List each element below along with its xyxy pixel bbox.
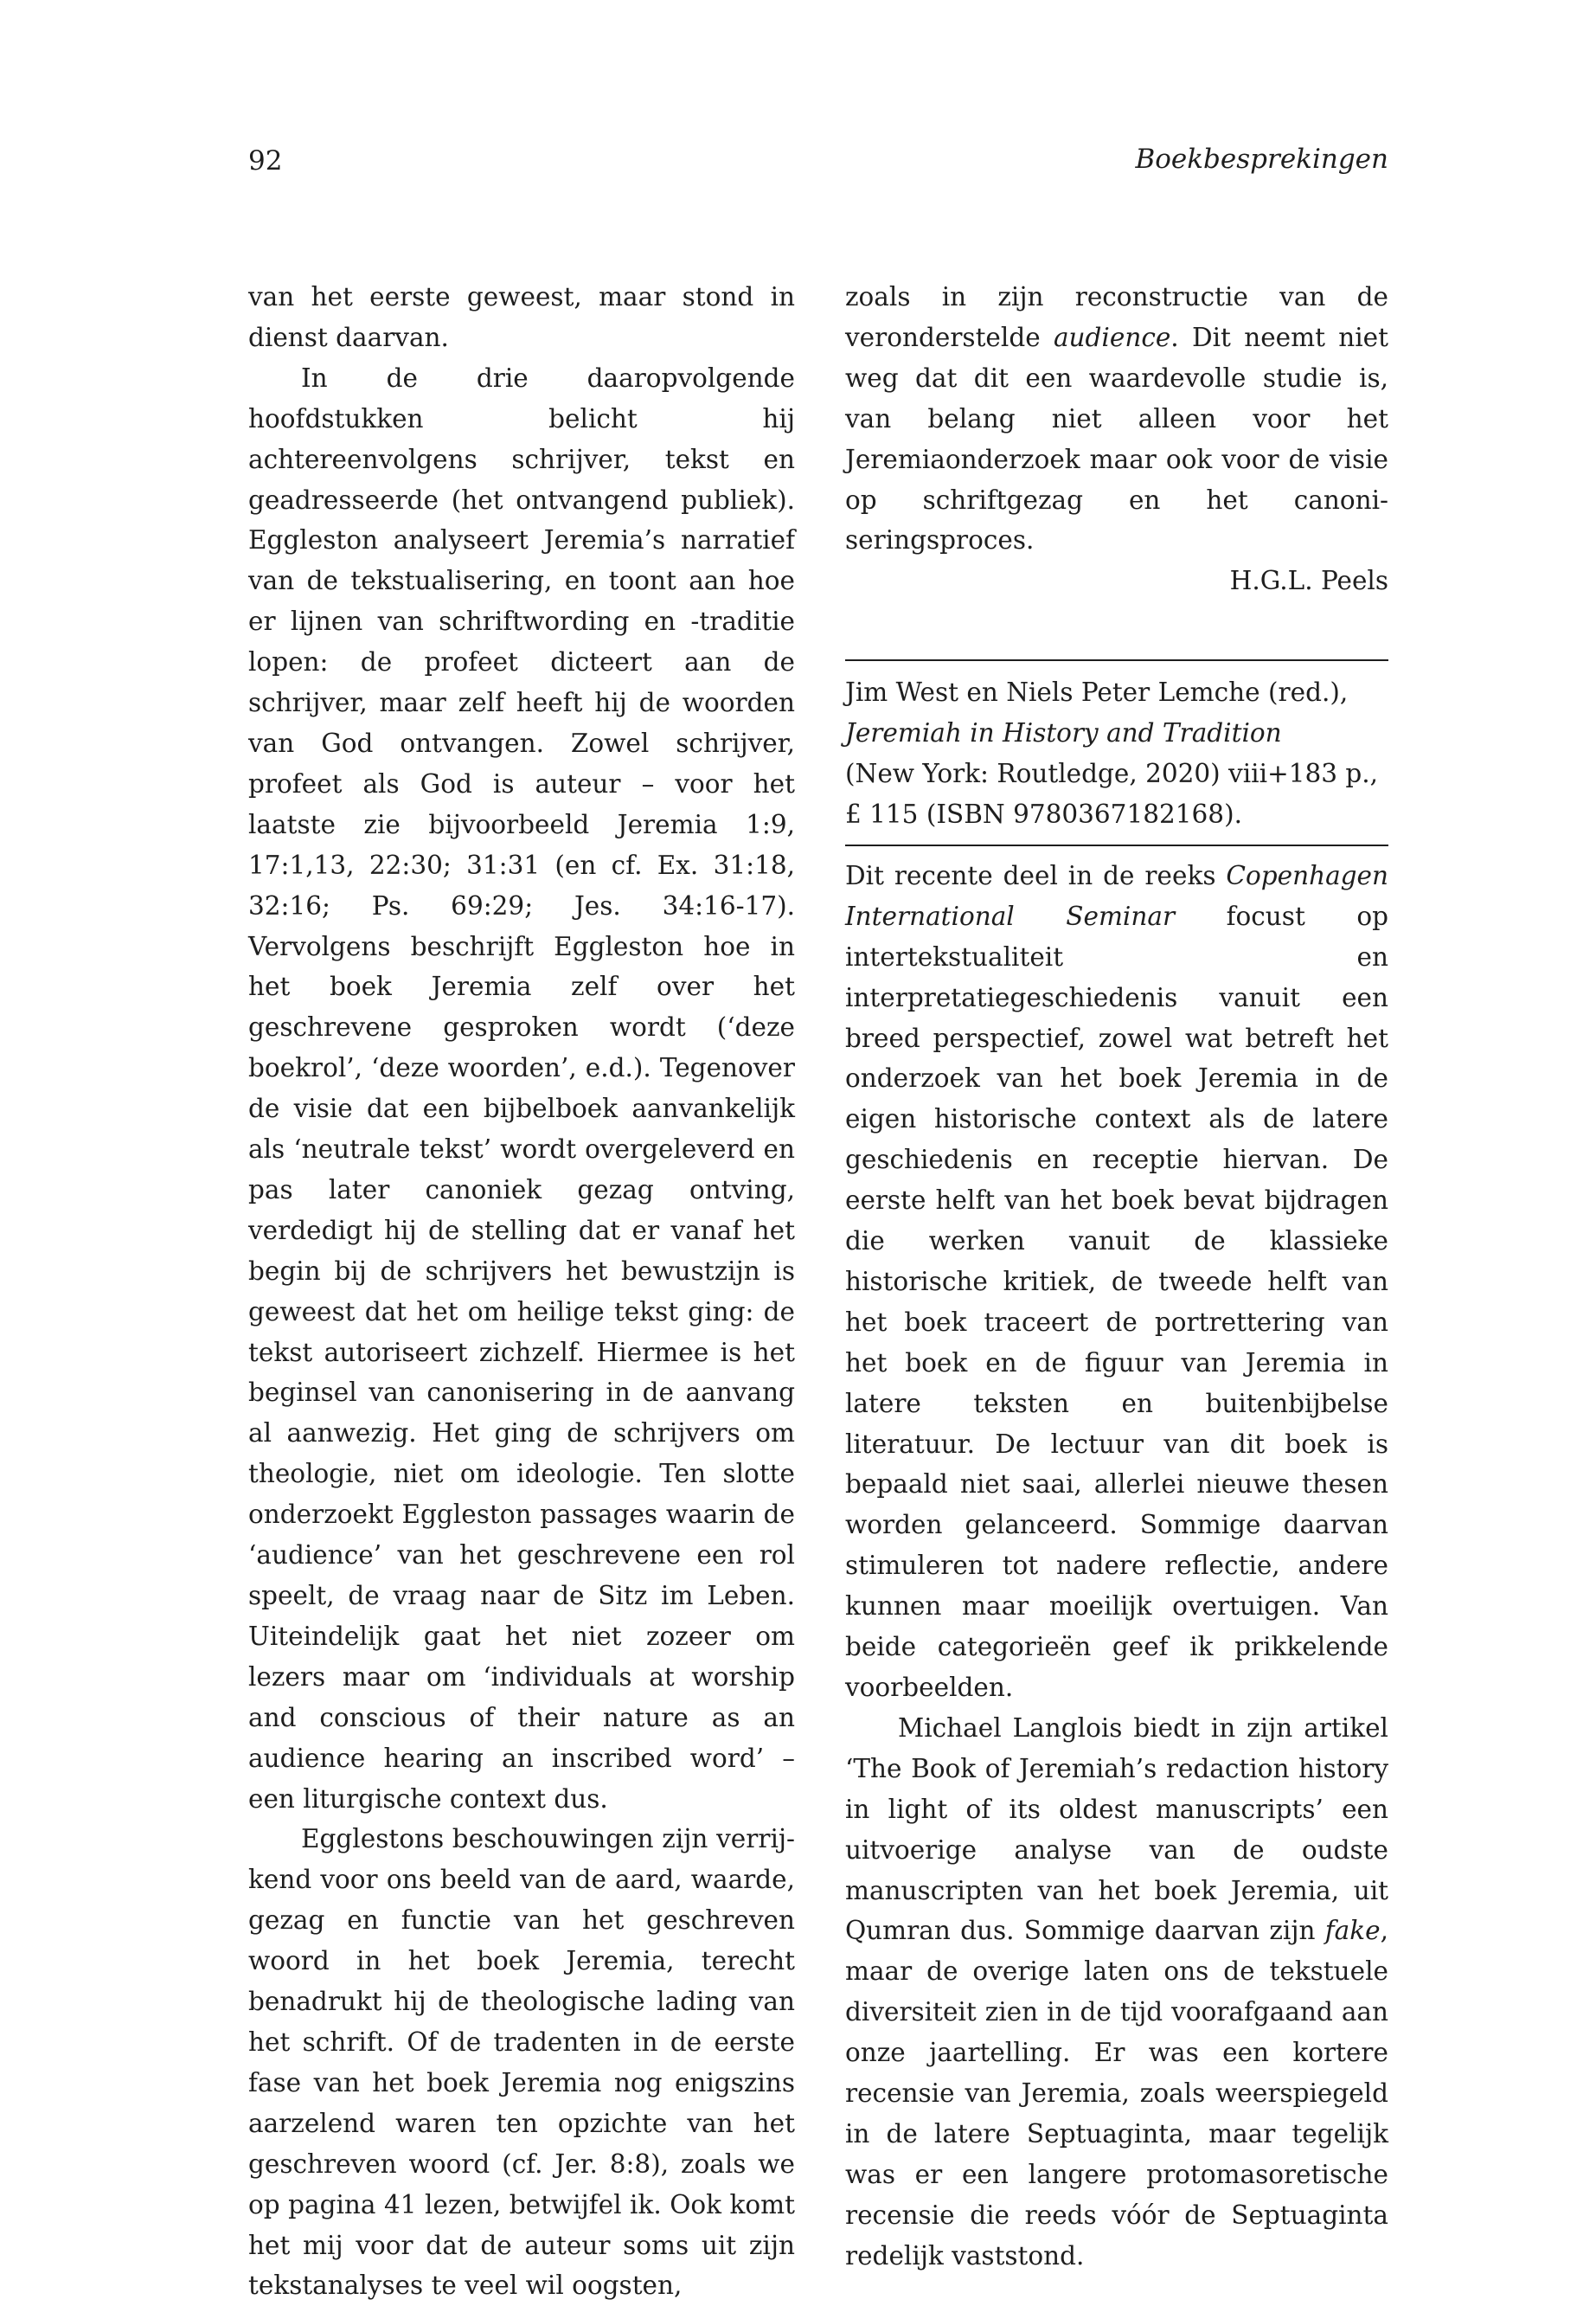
- paragraph: [845, 856, 1388, 1708]
- text-run: Dit recente deel in de reeks: [845, 860, 1227, 890]
- left-column: [248, 277, 795, 2306]
- paragraph: [845, 1708, 1388, 2277]
- italic-term: audience: [1053, 322, 1171, 352]
- book-authors: Jim West en Niels Peter Lemche (red.),: [845, 678, 1349, 708]
- book-price: £ 115 (ISBN 9780367182168).: [845, 799, 1242, 829]
- divider-rule: [845, 845, 1388, 846]
- paragraph: [845, 277, 1388, 561]
- paragraph: van het eerste geweest, maar stond in dienst daarvan.: [248, 282, 795, 352]
- running-head: Boekbesprekingen: [1135, 144, 1388, 175]
- italic-series: Copenhagen International Seminar: [845, 860, 1388, 931]
- reviewer-signature: H.G.L. Peels: [1229, 566, 1388, 596]
- book-title: Jeremiah in History and Tradition: [845, 718, 1282, 748]
- text-run: focust op intertekstualiteit en interpretatiegeschiedenis vanuit een breed perspectief, zowel wat betreft het onderzoek van het boek Jeremia in de eigen historische context als de latere geschiedenis en receptie hiervan. De eerste helft van het boek bevat bijdragen die werken vanuit de klassieke historische kritiek, de tweede helft van het boek traceert de portrettering van het boek en de figuur van Jeremia in latere teksten en buitenbijbelse literatuur. De lectuur van dit boek is bepaald niet saai, allerlei nieuwe thesen worden gelanceerd. Sommige daarvan stimuleren tot nadere reflectie, andere kunnen maar moeilijk overtuigen. Van beide categorieën geef ik prikkelende voorbeelden.: [845, 901, 1388, 1702]
- text-run: zoals in zijn reconstructie van de veronderstelde: [845, 282, 1388, 352]
- paragraph: In de drie daaropvolgende hoofdstukken belicht hij achtereenvolgens schrijver, tekst en geadresseerde (het ontvangend publiek). Eggleston analyseert Jeremia’s narratief van de tekstualisering, en toont aan hoe er lijnen van schriftwording en -traditie lopen: de profeet dicteert aan de schrijver, maar zelf heeft hij de woorden van God ontvangen. Zowel schrijver, profeet als God is auteur – voor het laatste zie bijvoorbeeld Jeremia 1:9, 17:1,13, 22:30; 31:31 (en cf. Ex. 31:18, 32:16; Ps. 69:29; Jes. 34:16-17). Vervolgens beschrijft Eggleston hoe in het boek Jeremia zelf over het geschrevene gesproken wordt (‘deze boekrol’, ‘deze woorden’, e.d.). Tegenover de visie dat een bijbelboek aanvankelijk als ‘neutrale tekst’ wordt overgeleverd en pas later canoniek gezag ontving, verdedigt hij de stelling dat er vanaf het begin bij de schrijvers het bewustzijn is geweest dat het om heilige tekst ging: de tekst autoriseert zichzelf. Hiermee is het beginsel van canonisering in de aanvang al aanwezig. Het ging de schrijvers om theologie, niet om ideologie. Ten slotte onderzoekt Eggleston passages waarin de ‘audience’ van het geschrevene een rol speelt, de vraag naar de Sitz im Leben. Uiteindelijk gaat het niet zozeer om lezers maar om ‘individuals at worship and conscious of their nature as an audience hearing an inscribed word’ – een liturgische context dus.: [248, 363, 795, 1814]
- italic-term: fake: [1324, 1916, 1381, 1946]
- book-publisher: (New York: Routledge, 2020) viii+183 p.,: [845, 759, 1379, 789]
- book-citation: [845, 661, 1388, 845]
- text-run: , maar de overige laten ons de tekstuele diversiteit zien in de tijd voorafgaand aan onze jaartelling. Er was een kortere recensie van Jeremia, zoals weerspiegeld in de latere Septuaginta, maar tegelijk was er een langere protomasoretische recensie die reeds vóór de Septuaginta redelijk vaststond.: [845, 1916, 1388, 2271]
- paragraph: Egglestons beschouwingen zijn verrijkend voor ons beeld van de aard, waarde, gezag en functie van het geschreven woord in het boek Jeremia, terecht benadrukt hij de theologische lading van het schrift. Of de tradenten in de eerste fase van het boek Jeremia nog enigszins aarzelend waren ten opzichte van het geschreven woord (cf. Jer. 8:8), zoals we op pagina 41 lezen, betwijfel ik. Ook komt het mij voor dat de auteur soms uit zijn tekstanalyses te veel wil oogsten,: [248, 1824, 795, 2301]
- right-column: [845, 277, 1388, 2277]
- text-run: . Dit neemt niet weg dat dit een waardevolle studie is, van belang niet alleen voor het Jeremiaonderzoek maar ook voor de visie op schriftgezag en het canoniseringsproces.: [845, 322, 1388, 556]
- page-number: 92: [248, 145, 283, 177]
- text-run: Michael Langlois biedt in zijn artikel ‘The Book of Jeremiah’s redaction history in light of its oldest manuscripts’ een uitvoerige analyse van de oudste manuscripten van het boek Jeremia, uit Qumran dus. Sommige daarvan zijn: [845, 1712, 1388, 1946]
